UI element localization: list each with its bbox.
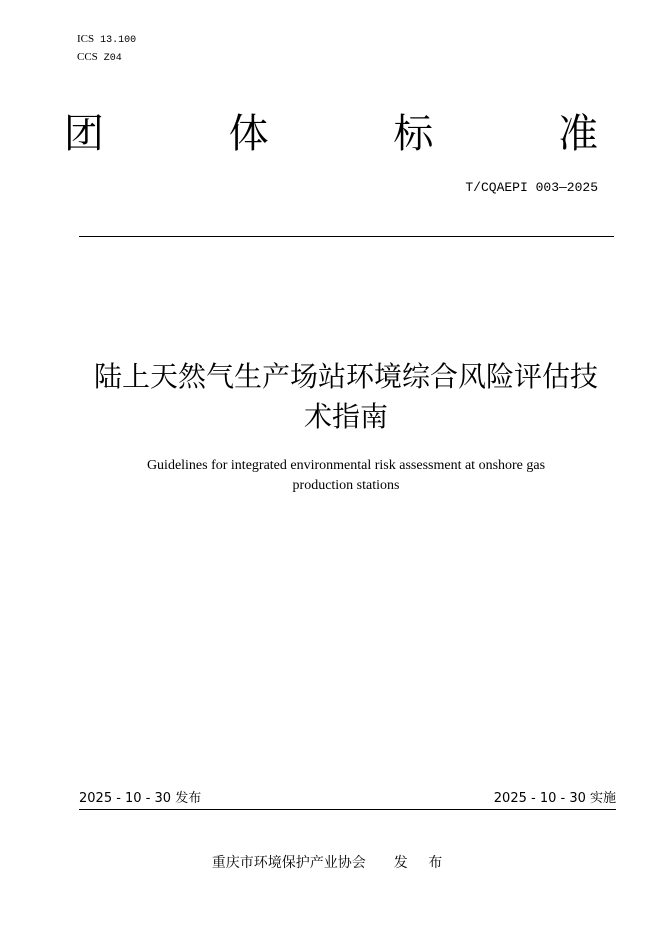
ccs-row — [77, 49, 136, 67]
issue-date: 2025 - 10 - 30 发布 — [79, 791, 202, 806]
ics-label: ICS — [77, 33, 95, 45]
footer-divider — [79, 809, 616, 810]
ccs-code: Z04 — [103, 53, 122, 64]
publish-label: 发 布 — [393, 855, 451, 871]
document-title-en-line1: Guidelines for integrated environmental risk assessment at onshore gas — [146, 458, 546, 473]
ccs-label: CCS — [77, 51, 98, 63]
group-standard-heading: 团 体 标 准 — [63, 111, 655, 157]
classification-codes — [77, 31, 136, 67]
publisher-line — [0, 853, 662, 873]
document-title-zh-line1: 陆上天然气生产场站环境综合风险评估技 — [93, 360, 598, 393]
header-divider — [79, 236, 614, 237]
document-title-zh — [70, 357, 622, 437]
document-title-en — [100, 456, 592, 496]
standard-number: T/CQAEPI 003—2025 — [465, 180, 598, 195]
document-title-zh-line2: 术指南 — [303, 400, 388, 433]
document-title-en-line2: production stations — [292, 478, 400, 493]
implementation-date: 2025 - 10 - 30 实施 — [493, 791, 616, 806]
ics-row — [77, 31, 136, 49]
ics-code: 13.100 — [100, 35, 137, 46]
publisher-name: 重庆市环境保护产业协会 — [211, 855, 366, 871]
